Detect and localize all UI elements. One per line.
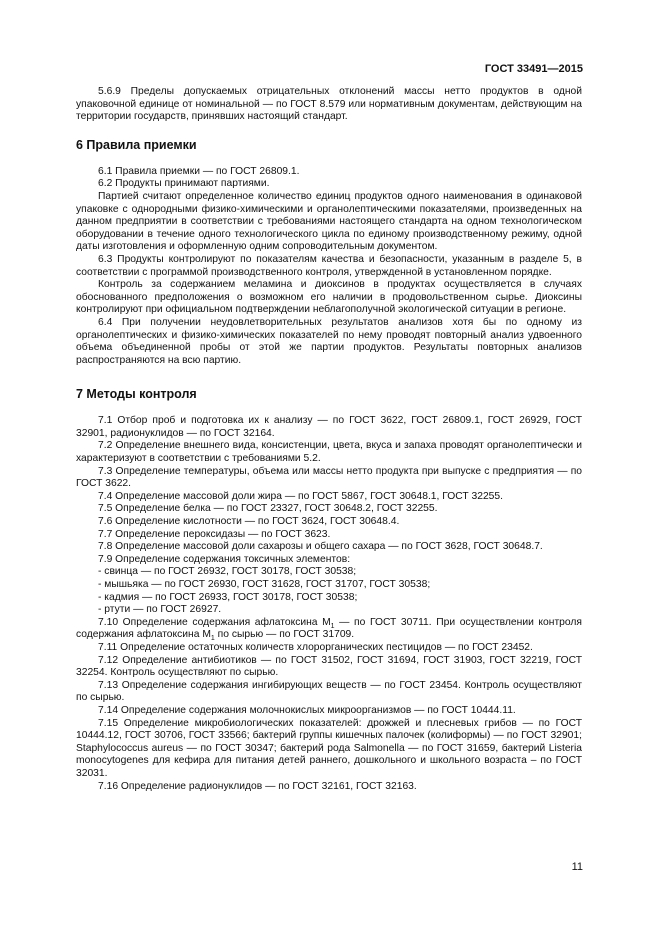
paragraph-6-1: 6.1 Правила приемки — по ГОСТ 26809.1.	[98, 165, 300, 177]
p710-text-a: 7.10 Определение содержания афлатоксина М	[98, 616, 331, 628]
p710-subscript-2: 1	[210, 635, 215, 643]
paragraph-7-11: 7.11 Определение остаточных количеств хлорорганических пестицидов — по ГОСТ 23452.	[98, 641, 533, 653]
paragraph-7-4: 7.4 Определение массовой доли жира — по ГОСТ 5867, ГОСТ 30648.1, ГОСТ 32255.	[98, 490, 504, 502]
paragraph-7-7: 7.7 Определение пероксидазы — по ГОСТ 3623.	[98, 528, 331, 540]
list-item-mercury: - ртути — по ГОСТ 26927.	[98, 604, 222, 616]
paragraph-7-3: 7.3 Определение температуры, объема или массы нетто продукта при выпуске с предприятия — по ГОСТ 3622.	[76, 465, 582, 490]
document-code: ГОСТ 33491—2015	[484, 63, 583, 75]
paragraph-7-14: 7.14 Определение содержания молочнокислых микроорганизмов — по ГОСТ 10444.11.	[98, 704, 516, 716]
paragraph-6-2: 6.2 Продукты принимают партиями.	[98, 178, 270, 190]
paragraph-7-6: 7.6 Определение кислотности — по ГОСТ 3624, ГОСТ 30648.4.	[98, 516, 400, 528]
p710-text-b: — по ГОСТ 30711. При осуществлении контроля содержания афлатоксина М	[76, 616, 582, 641]
paragraph-7-16: 7.16 Определение радионуклидов — по ГОСТ 32161, ГОСТ 32163.	[98, 780, 417, 792]
list-item-lead: - свинца — по ГОСТ 26932, ГОСТ 30178, ГОСТ 30538;	[98, 566, 357, 578]
paragraph-6-4: 6.4 При получении неудовлетворительных результатов анализов хотя бы по одному из органолептических и физико-химических показателей по нему проводят повторный анализ удвоенного объема объединенной пробы от этой же партии продуктов. Результаты повторных анализов распространяются на всю партию.	[76, 316, 582, 366]
list-item-cadmium: - кадмия — по ГОСТ 26933, ГОСТ 30178, ГОСТ 30538;	[98, 591, 358, 603]
section-7-title: 7 Методы контроля	[76, 387, 197, 402]
paragraph-7-8: 7.8 Определение массовой доли сахарозы и общего сахара — по ГОСТ 3628, ГОСТ 30648.7.	[98, 541, 543, 553]
paragraph-7-5: 7.5 Определение белка — по ГОСТ 23327, ГОСТ 30648.2, ГОСТ 32255.	[98, 503, 438, 515]
page-number: 11	[571, 861, 583, 873]
section-6-title: 6 Правила приемки	[76, 137, 197, 152]
paragraph-7-12: 7.12 Определение антибиотиков — по ГОСТ 31502, ГОСТ 31694, ГОСТ 31903, ГОСТ 32219, ГОСТ 32254. Контроль осуществляют по сырью.	[76, 654, 582, 679]
paragraph-batch-definition: Партией считают определенное количество единиц продуктов одного наименования в одинаковой упаковке с однородными физико-химическими и органолептическими показателями, произведенных на данном предприятии в соответствии с требованиями настоящего стандарта на одном технологическом оборудовании в течение одного технологического цикла по единому производственному режиму, одной даты изготовления и оформленную одним сопроводительным документом.	[76, 190, 582, 253]
page-content	[76, 86, 582, 793]
paragraph-5-6-9: 5.6.9 Пределы допускаемых отрицательных отклонений массы нетто продуктов в одной упаковочной единице от номинальной — по ГОСТ 8.579 или нормативным документам, действующим на территории государств, принявших настоящий стандарт.	[76, 86, 582, 123]
paragraph-7-9: 7.9 Определение содержания токсичных элементов:	[98, 553, 351, 565]
p710-subscript-1: 1	[330, 622, 335, 630]
p710-text-c: по сырью — по ГОСТ 31709.	[214, 629, 355, 641]
paragraph-melamine-control: Контроль за содержанием меламина и диоксинов в продуктах осуществляется в случаях обоснованного предположения о возможном его наличии в продовольственном сырье. Диоксины контролируют при официальном подтверждении неблагополучной экологической ситуации в регионе.	[76, 279, 582, 316]
list-item-arsenic: - мышьяка — по ГОСТ 26930, ГОСТ 31628, ГОСТ 31707, ГОСТ 30538;	[98, 579, 431, 590]
paragraph-7-15: 7.15 Определение микробиологических показателей: дрожжей и плесневых грибов — по ГОСТ 10444.12, ГОСТ 30706, ГОСТ 33566; бактерий группы кишечных палочек (колиформы) — по ГОСТ 32901; Staphylococcus aureus — по ГОСТ 30347; бактерий рода Salmonella — по ГОСТ 31659, бактерий Listeria monocytogenes для кефира для питания детей раннего, дошкольного и школьного возраста – по ГОСТ 32031.	[76, 717, 582, 779]
paragraph-7-2: 7.2 Определение внешнего вида, консистенции, цвета, вкуса и запаха проводят органолептически и характеризуют в соответствии с требованиями 5.2.	[76, 440, 582, 465]
paragraph-6-3: 6.3 Продукты контролируют по показателям качества и безопасности, указанным в разделе 5, в соответствии с программой производственного контроля, утвержденной в установленном порядке.	[76, 253, 582, 278]
paragraph-7-13: 7.13 Определение содержания ингибирующих веществ — по ГОСТ 23454. Контроль осуществляют по сырью.	[76, 679, 582, 704]
paragraph-7-1: 7.1 Отбор проб и подготовка их к анализу — по ГОСТ 3622, ГОСТ 26809.1, ГОСТ 26929, ГОСТ 32901, радионуклидов — по ГОСТ 32164.	[76, 415, 582, 439]
paragraph-7-10	[76, 617, 582, 642]
